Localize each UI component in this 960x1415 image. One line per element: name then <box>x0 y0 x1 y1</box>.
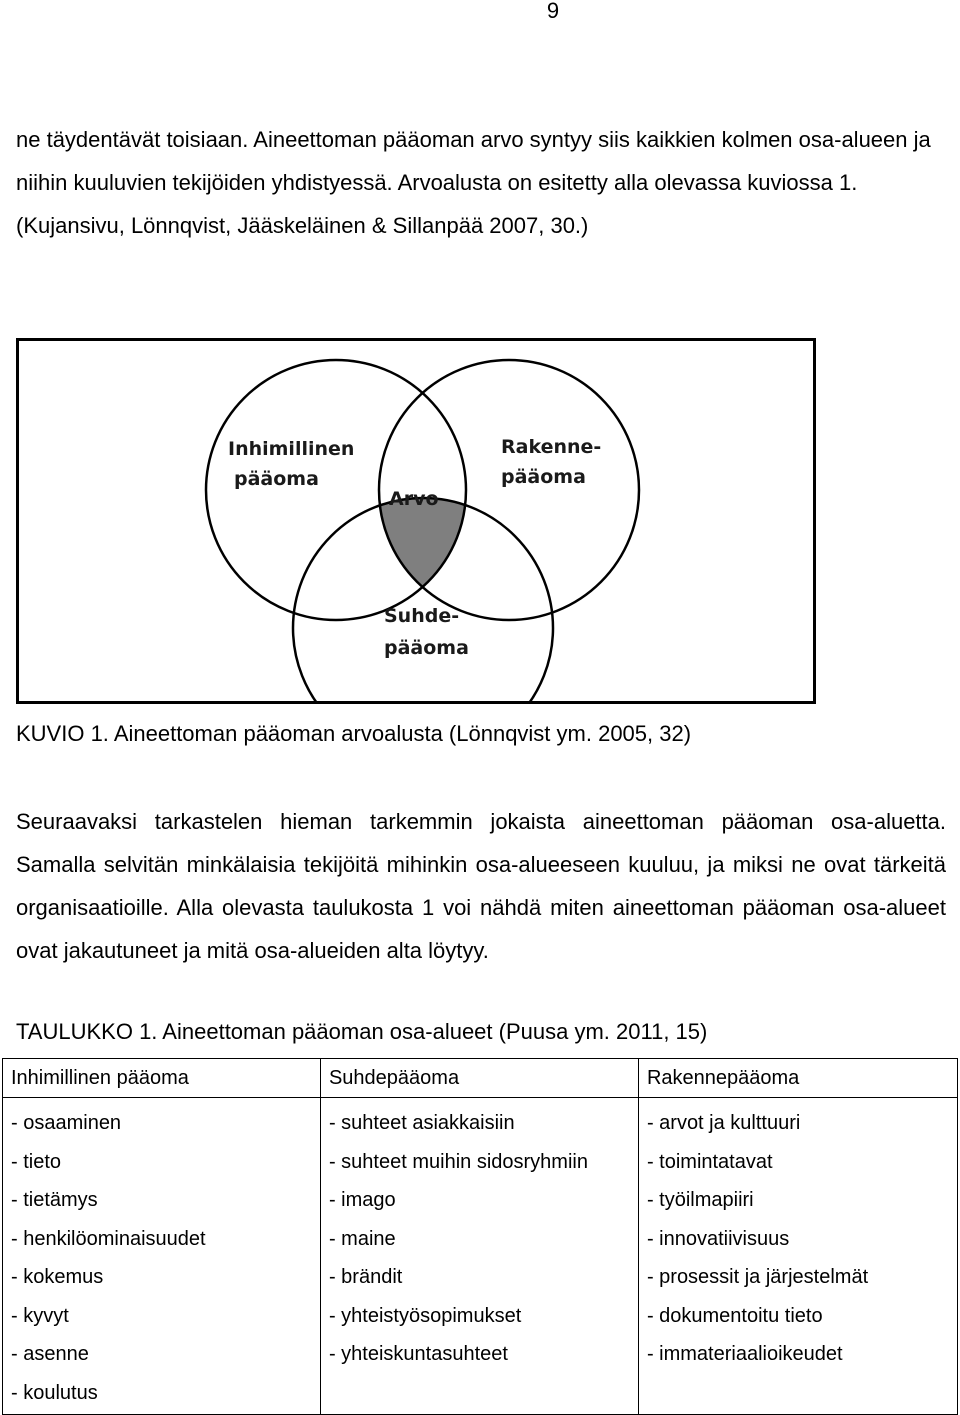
table-caption: TAULUKKO 1. Aineettoman pääoman osa-alueet (Puusa ym. 2011, 15) <box>16 1019 708 1044</box>
relational-capital-label-2: pääoma <box>384 637 469 659</box>
structural-capital-cell <box>638 1098 957 1415</box>
list-item: - suhteet muihin sidosryhmiin <box>328 1150 588 1173</box>
list-item: - osaaminen <box>11 1112 122 1134</box>
list-item: - yhteiskuntasuhteet <box>328 1343 508 1365</box>
list-item: - dokumentoitu tieto <box>646 1304 823 1327</box>
relational-capital-cell <box>320 1098 638 1415</box>
human-capital-label-2: pääoma <box>234 468 319 490</box>
intro-paragraph: ne täydentävät toisiaan. Aineettoman pääoman arvo syntyy siis kaikkien kolmen osa-alueen ja niihin kuuluvien tekijöiden yhdistyessä. Arvoalusta on esitetty alla olevassa kuviossa 1. (Kujansivu, Lönnqvist, Jääskeläinen & Sillanpää 2007, 30.) <box>16 127 931 238</box>
list-item: - toimintatavat <box>646 1150 773 1173</box>
list-item: - imago <box>328 1189 396 1211</box>
table-row <box>3 1098 958 1415</box>
list-item: - koulutus <box>11 1381 98 1404</box>
relational-capital-list <box>329 1098 630 1376</box>
figure-caption: KUVIO 1. Aineettoman pääoman arvoalusta (Lönnqvist ym. 2005, 32) <box>16 721 692 746</box>
value-label: Arvo <box>389 488 439 510</box>
page-number: 9 <box>546 0 560 23</box>
venn-diagram <box>16 338 816 704</box>
human-capital-cell <box>3 1098 321 1415</box>
relational-capital-label-1: Suhde- <box>384 605 460 627</box>
header-human-capital: Inhimillinen pääoma <box>3 1059 321 1098</box>
body-paragraph: Seuraavaksi tarkastelen hieman tarkemmin jokaista aineettoman pääoman osa-aluetta. Samalla selvitän minkälaisia tekijöitä mihinkin osa-alueeseen kuuluu, ja miksi ne ovat tärkeitä organisaatioille. Alla olevasta taulukosta 1 voi nähdä miten aineettoman pääoman osa-alueet ovat jakautuneet ja mitä osa-alueiden alta löytyy. <box>16 809 946 963</box>
list-item: - tietämys <box>11 1189 98 1211</box>
list-item: - arvot ja kulttuuri <box>646 1112 801 1134</box>
list-item: - maine <box>328 1227 396 1250</box>
list-item: - suhteet asiakkaisiin <box>328 1112 515 1134</box>
list-item: - asenne <box>11 1343 89 1365</box>
list-item: - prosessit ja järjestelmät <box>646 1266 869 1288</box>
structural-capital-label-2: pääoma <box>501 466 586 488</box>
list-item: - innovatiivisuus <box>646 1227 790 1250</box>
list-item: - immateriaalioikeudet <box>646 1343 843 1365</box>
structural-capital-list <box>647 1098 949 1376</box>
human-capital-list <box>11 1098 312 1414</box>
list-item: - kokemus <box>11 1266 104 1288</box>
venn-diagram-figure <box>16 338 816 704</box>
structural-capital-label-1: Rakenne- <box>501 436 602 458</box>
header-relational-capital: Suhdepääoma <box>320 1059 638 1098</box>
list-item: - yhteistyösopimukset <box>328 1304 522 1327</box>
header-structural-capital: Rakennepääoma <box>638 1059 957 1098</box>
list-item: - työilmapiiri <box>646 1189 754 1211</box>
human-capital-label-1: Inhimillinen <box>228 438 355 460</box>
list-item: - henkilöominaisuudet <box>11 1227 206 1250</box>
list-item: - kyvyt <box>11 1304 69 1327</box>
table-header-row <box>3 1059 958 1098</box>
intangible-capital-table <box>2 1058 958 1415</box>
list-item: - brändit <box>328 1266 403 1288</box>
list-item: - tieto <box>11 1150 62 1173</box>
